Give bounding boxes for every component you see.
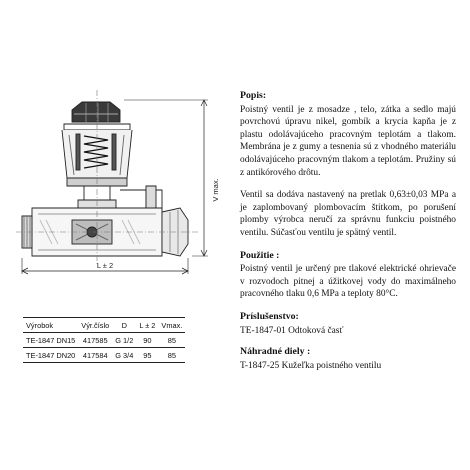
popis-heading: Popis: [240,90,267,101]
valve-technical-drawing [12,80,234,280]
table-row [23,348,185,363]
nahradne-diely-paragraph: T-1847-25 Kužeľka poistného ventilu [240,360,382,371]
dim-length-label: L ± 2 [96,261,114,270]
prislusenstvo-paragraph: TE-1847-01 Odtoková časť [240,325,344,336]
table-header-row [23,318,185,333]
cell-product-number: 417585 [78,333,112,348]
prislusenstvo-heading: Príslušenstvo: [240,310,299,322]
spec-table [23,317,185,363]
cell-d: G 1/2 [112,333,136,348]
pouzitie-heading: Použitie : [240,249,280,261]
cell-vmax: 85 [158,333,185,348]
popis-paragraph-1: Poistný ventil je z mosadze , telo, zátka a sedlo majú povrchovú úpravu nikel, gombík a krycia kapňa je z plastu odolávajúceho pracovným teplotám a tlakom. Membrána je z gumy a tesnenia sú z vhodného materiálu odolávajúceho pracovným tlakom a teplotám. Pružiny sú z antikórového drôtu. [240,104,456,178]
description-column [240,90,456,381]
cell-product: TE-1847 DN15 [23,333,78,348]
cell-length: 90 [136,333,158,348]
cell-vmax: 85 [158,348,185,363]
cell-product-number: 417584 [78,348,112,363]
popis-paragraph-2: Ventil sa dodáva nastavený na pretlak 0,63±0,03 MPa a je zaplombovaný plombovacím štítkom, po porušení plomby výrobca neručí za správnu funkciu poistného ventilu. Súčasťou ventilu je spätný ventil. [240,190,456,238]
nahradne-diely-heading: Náhradné diely : [240,346,311,358]
dim-height-label: V max. [211,178,220,202]
cell-product: TE-1847 DN20 [23,348,78,363]
header-product-number: Výr.číslo [78,318,112,333]
header-length: L ± 2 [136,318,158,333]
cell-d: G 3/4 [112,348,136,363]
header-product: Výrobok [23,318,78,333]
header-d: D [112,318,136,333]
table-row [23,333,185,348]
header-vmax: Vmax. [158,318,185,333]
cell-length: 95 [136,348,158,363]
pouzitie-paragraph: Poistný ventil je určený pre tlakové elektrické ohrievače v rozvodoch pitnej a úžitkovej vody do maximálneho pracovného tlaku 0,6 MPa a teploty 80°C. [240,264,456,300]
